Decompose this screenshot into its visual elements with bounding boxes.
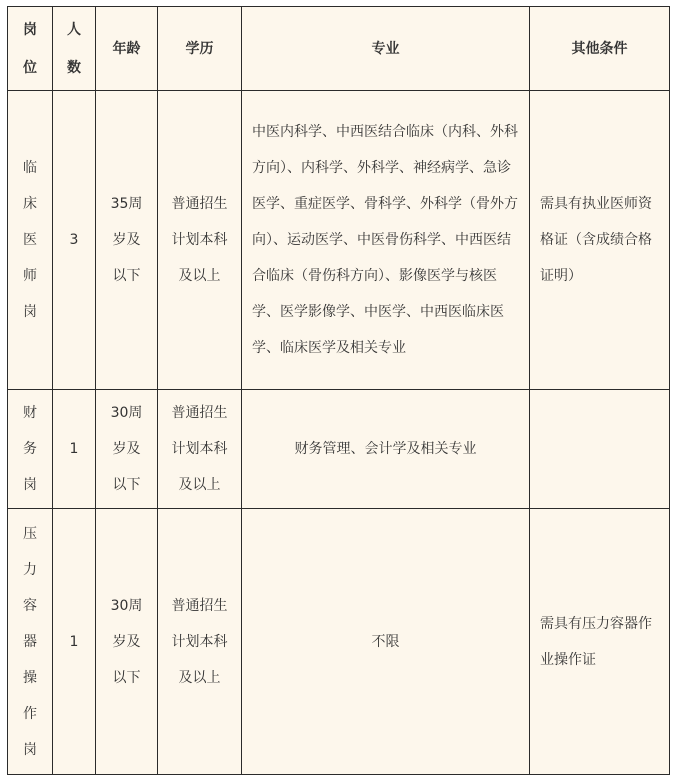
header-age: 年龄 (96, 7, 158, 91)
age-cell (96, 91, 158, 390)
position-cell (8, 390, 53, 509)
header-major: 专业 (242, 7, 530, 91)
position-char: 师 (23, 268, 37, 284)
major-cell: 不限 (242, 509, 530, 775)
cell-line: 普通招生 (171, 196, 228, 212)
position-char: 床 (23, 196, 37, 212)
cell-line: 以下 (112, 477, 141, 493)
cell-line: 以下 (112, 669, 141, 686)
education-cell (158, 91, 242, 390)
age-cell (96, 509, 158, 775)
header-position-char-2: 位 (23, 59, 37, 76)
education-cell (158, 509, 242, 775)
cell-line: 岁及 (112, 441, 141, 457)
cell-line: 普通招生 (171, 597, 228, 614)
cell-line: 计划本科 (171, 441, 228, 457)
other-cell (530, 390, 670, 509)
position-char: 岗 (23, 304, 37, 320)
header-other: 其他条件 (530, 7, 670, 91)
education-cell (158, 390, 242, 509)
cell-line: 岁及 (112, 232, 141, 248)
count-cell: 1 (53, 390, 96, 509)
cell-line: 30周 (110, 597, 143, 614)
table-row (8, 390, 670, 509)
cell-line: 计划本科 (171, 232, 228, 248)
cell-line: 30周 (110, 405, 143, 421)
position-char: 力 (23, 561, 37, 578)
table-row (8, 509, 670, 775)
position-char: 医 (23, 232, 37, 248)
cell-line: 及以上 (178, 477, 221, 493)
header-position (8, 7, 53, 91)
cell-line: 岁及 (112, 633, 141, 650)
major-cell: 财务管理、会计学及相关专业 (242, 390, 530, 509)
header-count-char-1: 人 (67, 21, 81, 38)
cell-line: 计划本科 (171, 633, 228, 650)
other-cell: 需具有执业医师资格证（含成绩合格证明） (530, 91, 670, 390)
header-count (53, 7, 96, 91)
recruitment-table-container (7, 6, 669, 774)
table-header-row (8, 7, 670, 91)
position-char: 操 (23, 669, 37, 686)
header-education: 学历 (158, 7, 242, 91)
position-char: 作 (23, 705, 37, 722)
cell-line: 以下 (112, 268, 141, 284)
position-char: 财 (23, 405, 37, 421)
major-cell: 中医内科学、中西医结合临床（内科、外科方向）、内科学、外科学、神经病学、急诊医学、重症医学、骨科学、外科学（骨外方向）、运动医学、中医骨伤科学、中西医结合临床（骨伤科方向）、影像医学与核医学、医学影像学、中医学、中西医临床医学、临床医学及相关专业 (242, 91, 530, 390)
position-cell (8, 509, 53, 775)
other-cell: 需具有压力容器作业操作证 (530, 509, 670, 775)
position-cell (8, 91, 53, 390)
position-char: 临 (23, 160, 37, 176)
cell-line: 35周 (110, 196, 143, 212)
count-cell: 1 (53, 509, 96, 775)
age-cell (96, 390, 158, 509)
header-position-char-1: 岗 (23, 21, 37, 38)
cell-line: 及以上 (178, 669, 221, 686)
header-count-char-2: 数 (67, 59, 81, 76)
table-row (8, 91, 670, 390)
cell-line: 及以上 (178, 268, 221, 284)
position-char: 器 (23, 633, 37, 650)
position-char: 岗 (23, 741, 37, 758)
position-char: 压 (23, 525, 37, 542)
position-char: 岗 (23, 477, 37, 493)
count-cell: 3 (53, 91, 96, 390)
cell-line: 普通招生 (171, 405, 228, 421)
position-char: 容 (23, 597, 37, 614)
position-char: 务 (23, 441, 37, 457)
recruitment-table (7, 6, 670, 775)
